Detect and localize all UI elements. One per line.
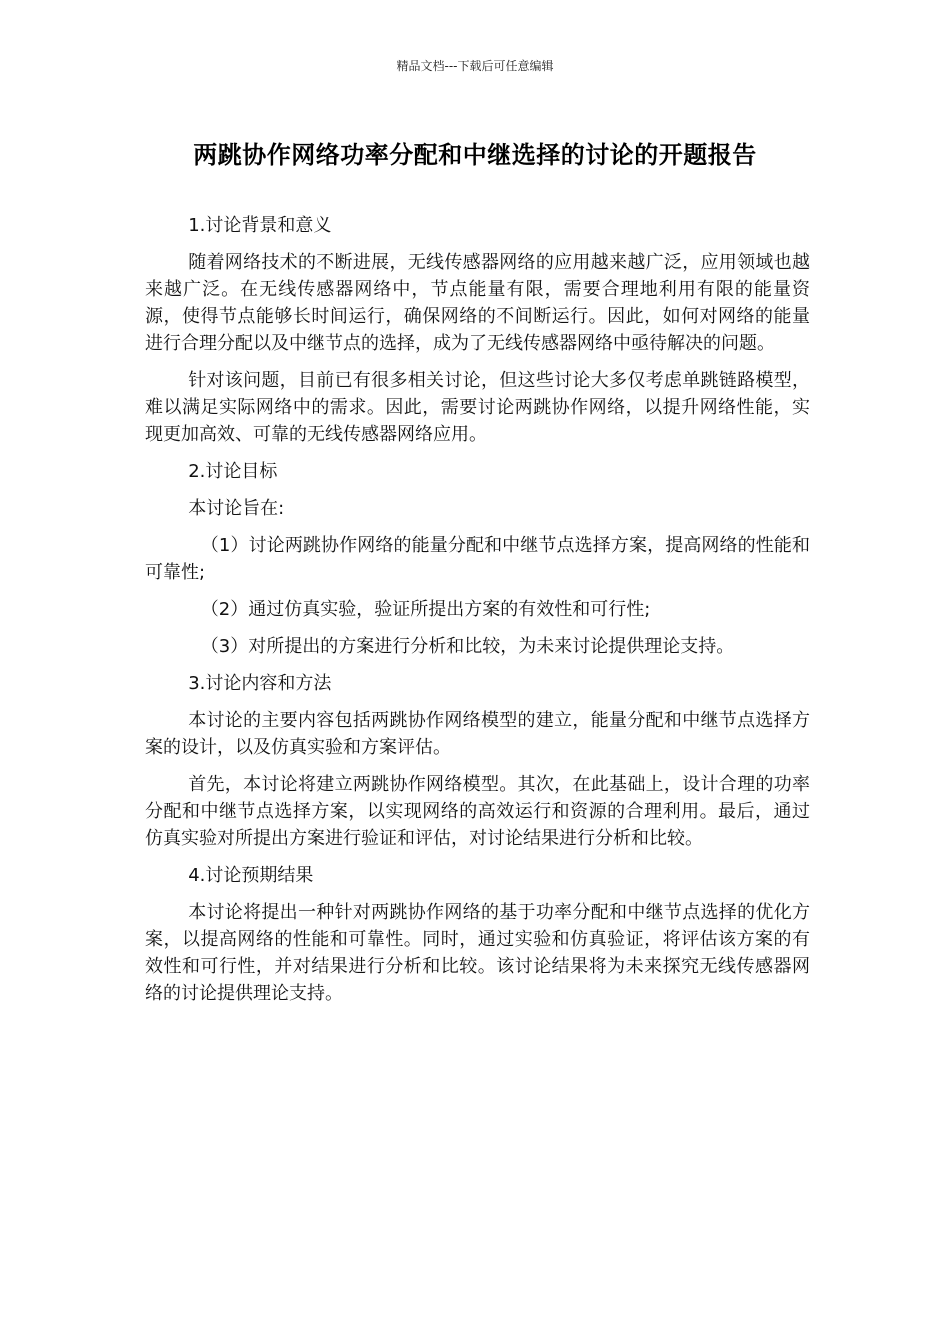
document-body <box>145 212 810 1017</box>
expected-paragraph-1: 本讨论将提出一种针对两跳协作网络的基于功率分配和中继节点选择的优化方案，以提高网络的性能和可靠性。同时，通过实验和仿真验证，将评估该方案的有效性和可行性，并对结果进行分析和比较。该讨论结果将为未来探究无线传感器网络的讨论提供理论支持。 <box>145 902 810 1004</box>
methods-paragraph-2: 首先，本讨论将建立两跳协作网络模型。其次，在此基础上，设计合理的功率分配和中继节点选择方案，以实现网络的高效运行和资源的合理利用。最后，通过仿真实验对所提出方案进行验证和评估，对讨论结果进行分析和比较。 <box>145 774 810 849</box>
section-heading-expected: 4.讨论预期结果 <box>188 865 314 886</box>
background-paragraph-2: 针对该问题，目前已有很多相关讨论，但这些讨论大多仅考虑单跳链路模型，难以满足实际网络中的需求。因此，需要讨论两跳协作网络，以提升网络性能，实现更加高效、可靠的无线传感器网络应用。 <box>145 370 810 445</box>
goal-item-2: （2）通过仿真实验，验证所提出方案的有效性和可行性; <box>200 599 651 620</box>
goals-intro: 本讨论旨在: <box>188 498 285 519</box>
goal-item-1: （1）讨论两跳协作网络的能量分配和中继节点选择方案，提高网络的性能和可靠性; <box>145 535 810 583</box>
section-heading-methods: 3.讨论内容和方法 <box>188 673 332 694</box>
methods-paragraph-1: 本讨论的主要内容包括两跳协作网络模型的建立，能量分配和中继节点选择方案的设计，以及仿真实验和方案评估。 <box>145 710 810 758</box>
goal-item-3: （3）对所提出的方案进行分析和比较，为未来讨论提供理论支持。 <box>200 636 735 657</box>
section-heading-goals: 2.讨论目标 <box>188 461 278 482</box>
document-title: 两跳协作网络功率分配和中继选择的讨论的开题报告 <box>193 141 757 169</box>
header-note: 精品文档---下载后可任意编辑 <box>396 59 554 73</box>
background-paragraph-1: 随着网络技术的不断进展，无线传感器网络的应用越来越广泛，应用领域也越来越广泛。在无线传感器网络中，节点能量有限，需要合理地利用有限的能量资源，使得节点能够长时间运行，确保网络的不间断运行。因此，如何对网络的能量进行合理分配以及中继节点的选择，成为了无线传感器网络中亟待解决的问题。 <box>145 252 810 354</box>
section-heading-background: 1.讨论背景和意义 <box>188 215 332 236</box>
